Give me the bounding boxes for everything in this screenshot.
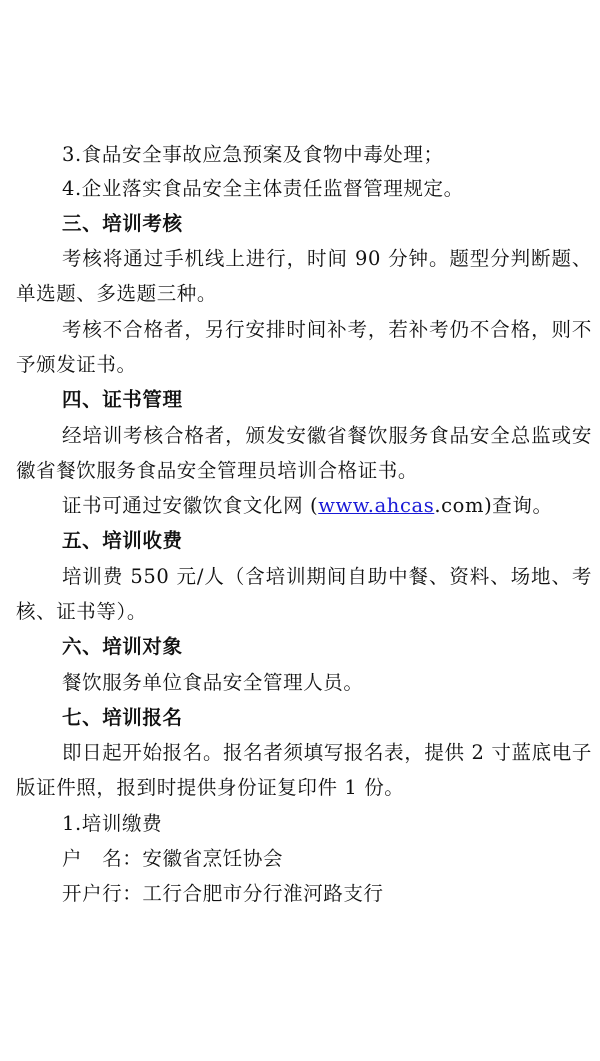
query-text-prefix: 证书可通过安徽饮食文化网 ( xyxy=(62,494,319,517)
paragraph-assessment-1a: 考核将通过手机线上进行，时间 90 分钟。题型分判断题、 xyxy=(62,247,592,270)
paragraph-audience: 餐饮服务单位食品安全管理人员。 xyxy=(62,671,364,694)
account-bank: 开户行：工行合肥市分行淮河路支行 xyxy=(62,882,384,905)
paragraph-assessment-1b: 单选题、多选题三种。 xyxy=(16,282,218,305)
paragraph-certificate-1a: 经培训考核合格者，颁发安徽省餐饮服务食品安全总监或安 xyxy=(62,424,592,447)
paragraph-assessment-2a: 考核不合格者，另行安排时间补考，若补考仍不合格，则不 xyxy=(62,318,592,341)
paragraph-registration-b: 版证件照，报到时提供身份证复印件 1 份。 xyxy=(16,776,405,799)
account-name: 户 名：安徽省烹饪协会 xyxy=(62,847,284,870)
paragraph-fees-b: 核、证书等）。 xyxy=(16,600,147,623)
section-heading-certificate: 四、证书管理 xyxy=(62,388,183,411)
section-heading-fees: 五、培训收费 xyxy=(62,529,183,552)
paragraph-certificate-1b: 徽省餐饮服务食品安全管理员培训合格证书。 xyxy=(16,459,419,482)
paragraph-assessment-2b: 予颁发证书。 xyxy=(16,353,137,376)
paragraph-certificate-query xyxy=(62,491,592,521)
list-item-4: 4.企业落实食品安全主体责任监督管理规定。 xyxy=(62,177,464,200)
section-heading-audience: 六、培训对象 xyxy=(62,635,183,658)
website-link[interactable]: www.ahcas xyxy=(318,494,435,517)
section-heading-registration: 七、培训报名 xyxy=(62,706,183,729)
paragraph-fees-a: 培训费 550 元/人（含培训期间自助中餐、资料、场地、考 xyxy=(62,565,592,588)
list-item-3: 3.食品安全事故应急预案及食物中毒处理； xyxy=(62,143,444,166)
query-text-suffix: .com)查询。 xyxy=(434,494,553,517)
payment-subheading: 1.培训缴费 xyxy=(62,812,163,835)
paragraph-registration-a: 即日起开始报名。报名者须填写报名表，提供 2 寸蓝底电子 xyxy=(62,741,592,764)
section-heading-assessment: 三、培训考核 xyxy=(62,212,183,235)
